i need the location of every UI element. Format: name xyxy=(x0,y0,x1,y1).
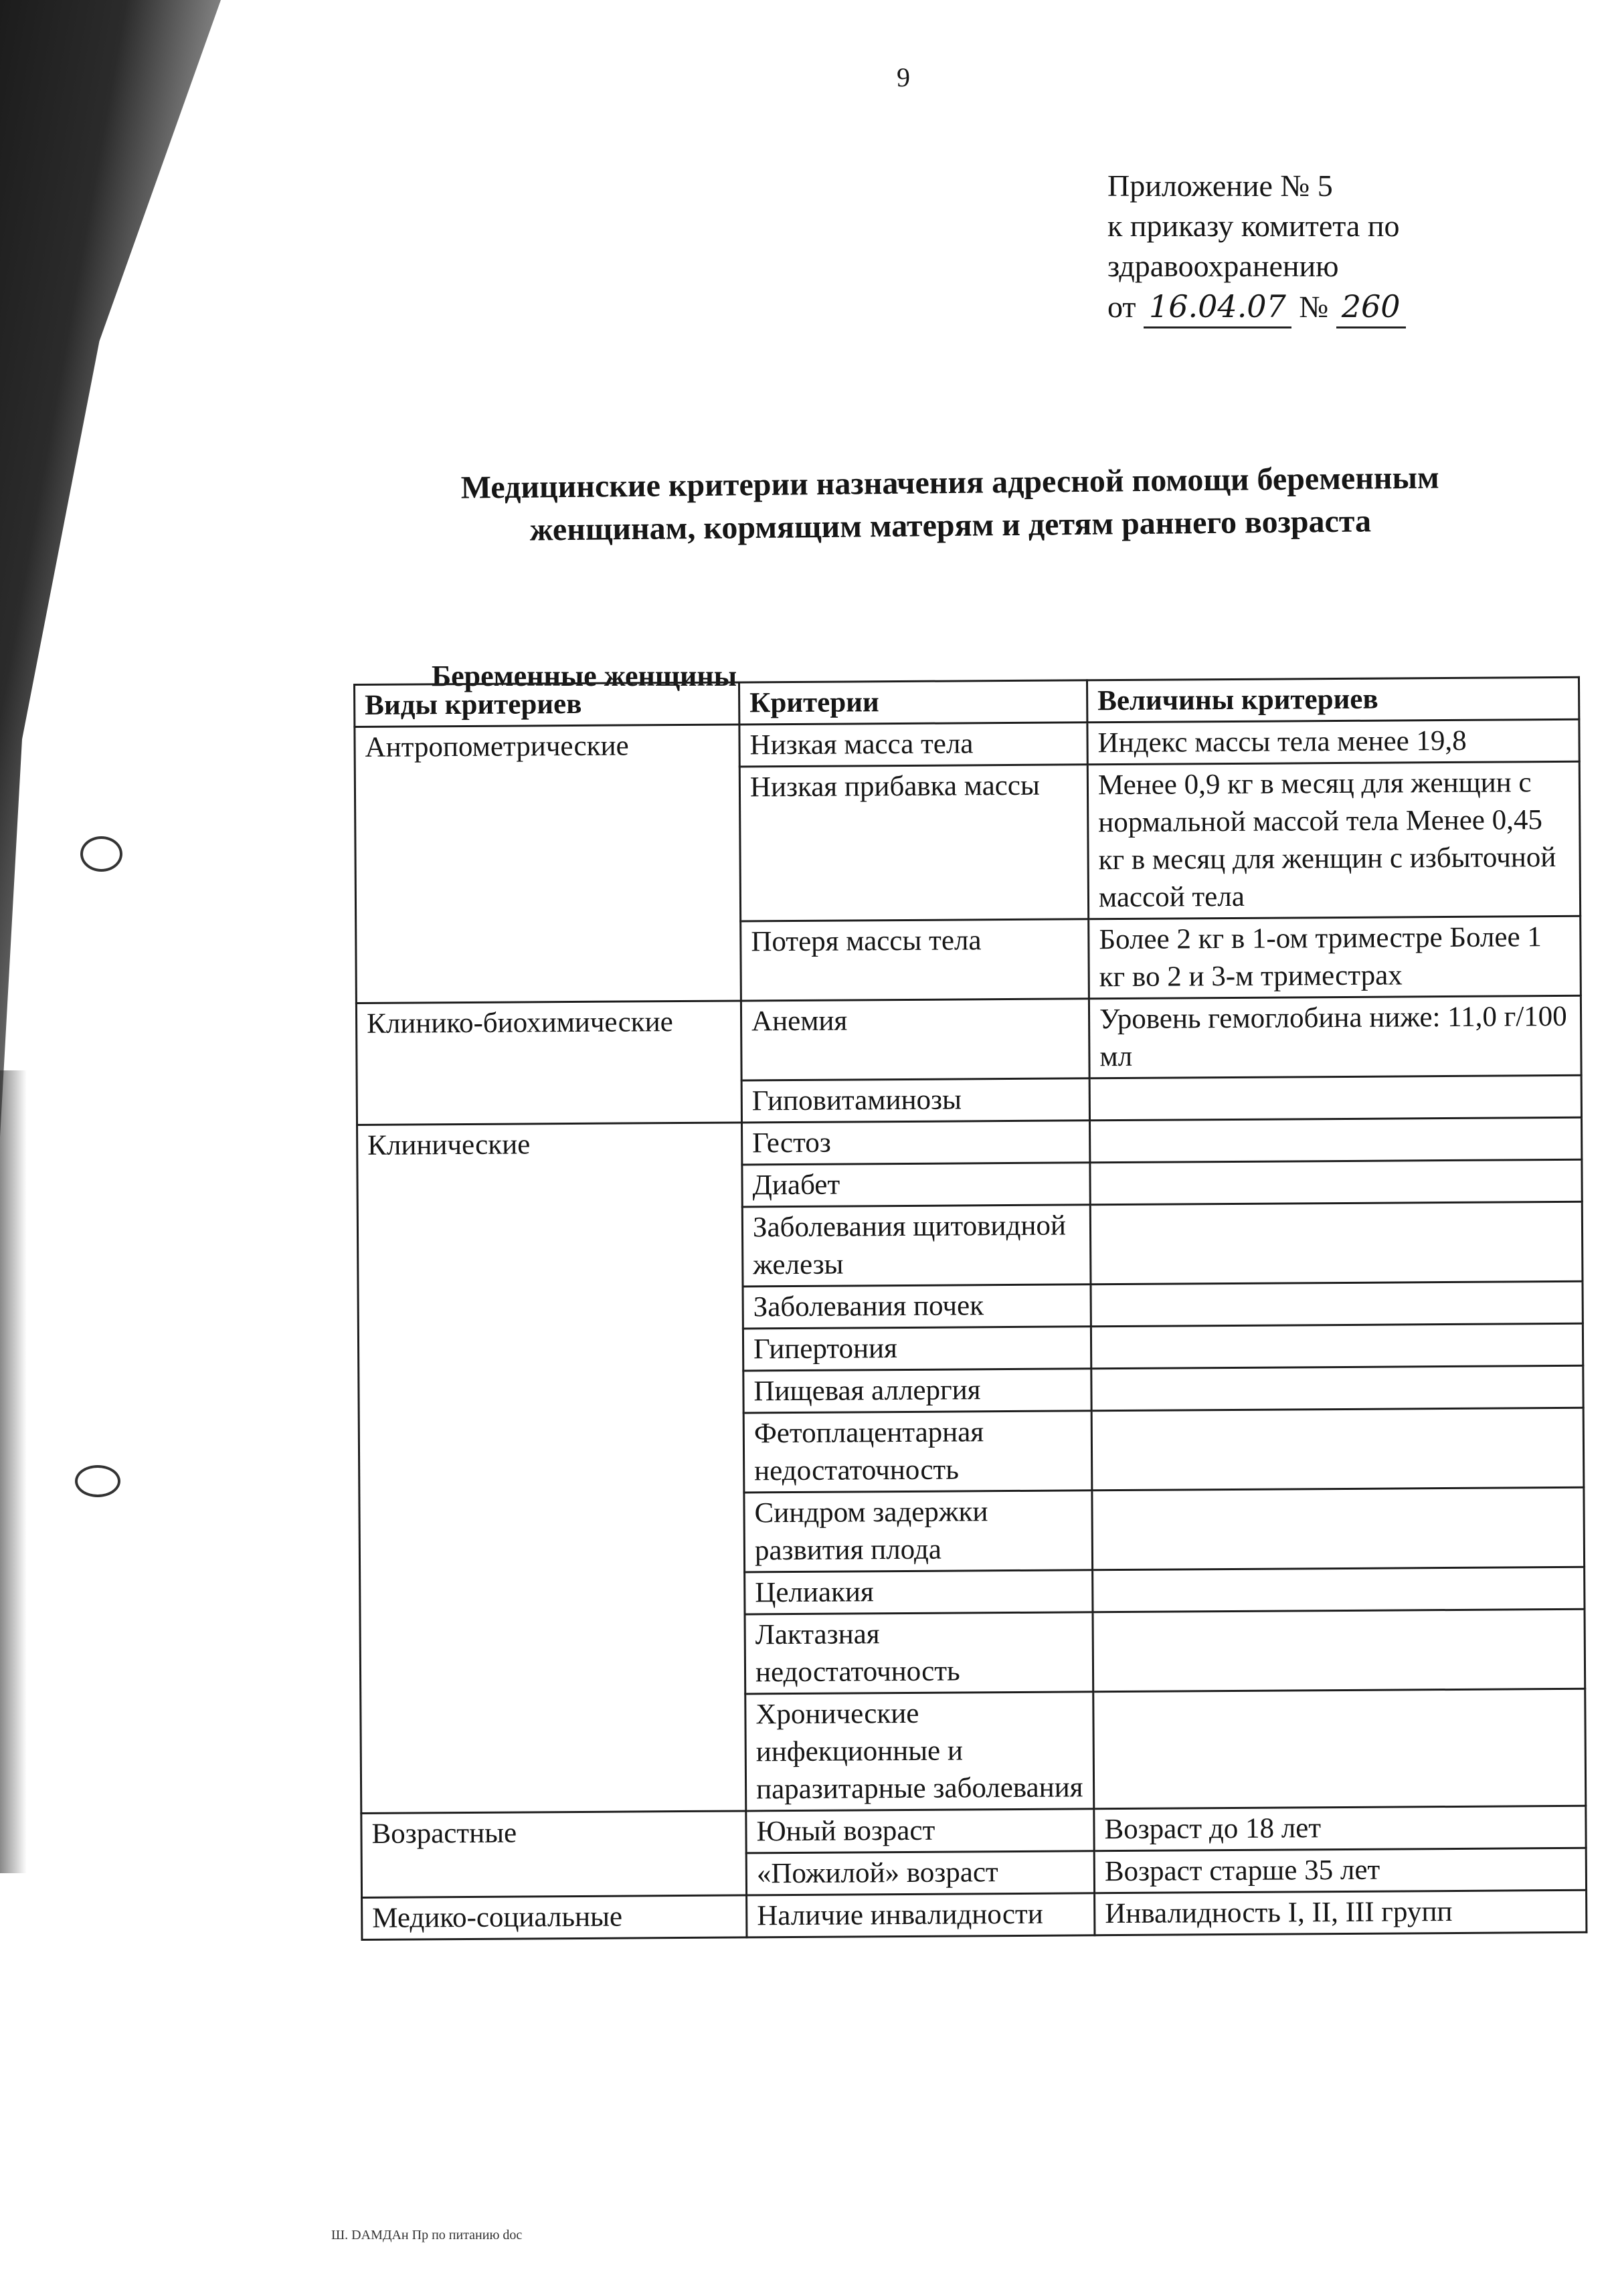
criterion-cell: Низкая прибавка массы xyxy=(739,765,1088,921)
criterion-type-cell: Клинические xyxy=(357,1123,746,1813)
criterion-value-cell: Возраст до 18 лет xyxy=(1094,1806,1586,1850)
number-prefix: № xyxy=(1299,290,1329,324)
table-row xyxy=(361,1806,1586,1855)
criterion-cell: Наличие инвалидности xyxy=(747,1893,1095,1937)
criterion-cell: Заболевания щитовидной железы xyxy=(742,1205,1091,1286)
annex-date-line xyxy=(1107,286,1406,328)
table-row xyxy=(362,1890,1587,1939)
criterion-value-cell xyxy=(1091,1365,1583,1410)
criterion-cell: Целиакия xyxy=(745,1570,1093,1614)
criterion-type-cell: Медико-социальные xyxy=(362,1895,747,1940)
margin-mark xyxy=(75,1465,120,1497)
header-criteria: Критерии xyxy=(739,680,1087,725)
criterion-cell: Лактазная недостаточность xyxy=(745,1612,1093,1694)
criterion-cell: Фетоплацентарная недостаточность xyxy=(743,1411,1092,1493)
criterion-cell: Синдром задержки развития плода xyxy=(744,1491,1093,1572)
criterion-value-cell: Уровень гемоглобина ниже: 11,0 г/100 мл xyxy=(1089,995,1581,1078)
criterion-value-cell xyxy=(1090,1202,1583,1284)
header-values: Величины критериев xyxy=(1087,677,1579,722)
criterion-cell: Потеря массы тела xyxy=(741,919,1089,1001)
criterion-cell: Анемия xyxy=(741,999,1089,1080)
criterion-value-cell xyxy=(1093,1567,1585,1612)
table-body xyxy=(355,719,1587,1939)
criterion-type-cell: Клинико-биохимические xyxy=(356,1001,741,1125)
section-label: Беременные женщины xyxy=(432,660,737,692)
title-line: женщинам, кормящим матерям и детям раннего возраста xyxy=(529,503,1372,548)
criterion-value-cell xyxy=(1089,1075,1581,1120)
table-row xyxy=(357,1117,1582,1167)
criterion-cell: Гиповитаминозы xyxy=(741,1078,1089,1123)
criteria-table xyxy=(353,676,1587,1941)
document-title xyxy=(374,456,1526,553)
handwritten-date: 16.04.07 xyxy=(1144,286,1291,328)
scan-shadow xyxy=(0,0,221,1137)
criterion-value-cell xyxy=(1092,1487,1585,1569)
criterion-value-cell: Индекс массы тела менее 19,8 xyxy=(1087,719,1579,764)
table-row xyxy=(355,719,1579,769)
criterion-cell: «Пожилой» возраст xyxy=(746,1851,1094,1895)
criterion-value-cell: Более 2 кг в 1-ом триместре Более 1 кг во 2 и 3-м триместрах xyxy=(1089,916,1581,998)
criterion-value-cell: Инвалидность I, II, III групп xyxy=(1095,1890,1587,1935)
table-row xyxy=(356,995,1581,1082)
criterion-value-cell xyxy=(1091,1323,1583,1368)
criterion-value-cell: Менее 0,9 кг в месяц для женщин с нормальной массой тела Менее 0,45 кг в месяц для женщин с избыточной массой тела xyxy=(1087,761,1580,919)
criterion-cell: Пищевая аллергия xyxy=(743,1369,1091,1413)
criterion-value-cell xyxy=(1093,1609,1585,1691)
criterion-cell: Низкая масса тела xyxy=(739,723,1087,767)
criterion-value-cell xyxy=(1091,1281,1583,1326)
date-prefix: от xyxy=(1107,290,1136,324)
criterion-value-cell xyxy=(1090,1117,1582,1162)
criterion-cell: Гипертония xyxy=(743,1327,1091,1371)
criterion-type-cell: Возрастные xyxy=(361,1811,747,1898)
annex-block xyxy=(1107,166,1406,328)
criterion-value-cell xyxy=(1090,1159,1582,1204)
criterion-cell: Хронические инфекционные и паразитарные заболевания xyxy=(745,1692,1094,1811)
annex-line: здравоохранению xyxy=(1107,249,1339,283)
annex-line: Приложение № 5 xyxy=(1107,169,1333,203)
criterion-value-cell xyxy=(1091,1408,1584,1490)
criterion-value-cell xyxy=(1093,1689,1586,1808)
criterion-type-cell: Антропометрические xyxy=(355,725,741,1003)
scan-shadow-lower xyxy=(0,1070,27,1873)
margin-mark xyxy=(80,836,122,872)
table-header-row xyxy=(355,677,1579,727)
criterion-cell: Заболевания почек xyxy=(743,1284,1091,1329)
annex-line: к приказу комитета по xyxy=(1107,209,1400,243)
handwritten-number: 260 xyxy=(1336,286,1406,328)
title-line: Медицинские критерии назначения адресной помощи беременным xyxy=(460,460,1439,506)
footer-path: Ш. DAMДАн Пр по питанию doc xyxy=(331,2228,523,2242)
header-types: Виды критериев xyxy=(355,682,739,727)
criterion-cell: Диабет xyxy=(742,1163,1090,1207)
criterion-cell: Юный возраст xyxy=(746,1809,1094,1853)
criterion-value-cell: Возраст старше 35 лет xyxy=(1094,1848,1586,1893)
page-number: 9 xyxy=(897,62,910,92)
criterion-cell: Гестоз xyxy=(742,1121,1090,1165)
